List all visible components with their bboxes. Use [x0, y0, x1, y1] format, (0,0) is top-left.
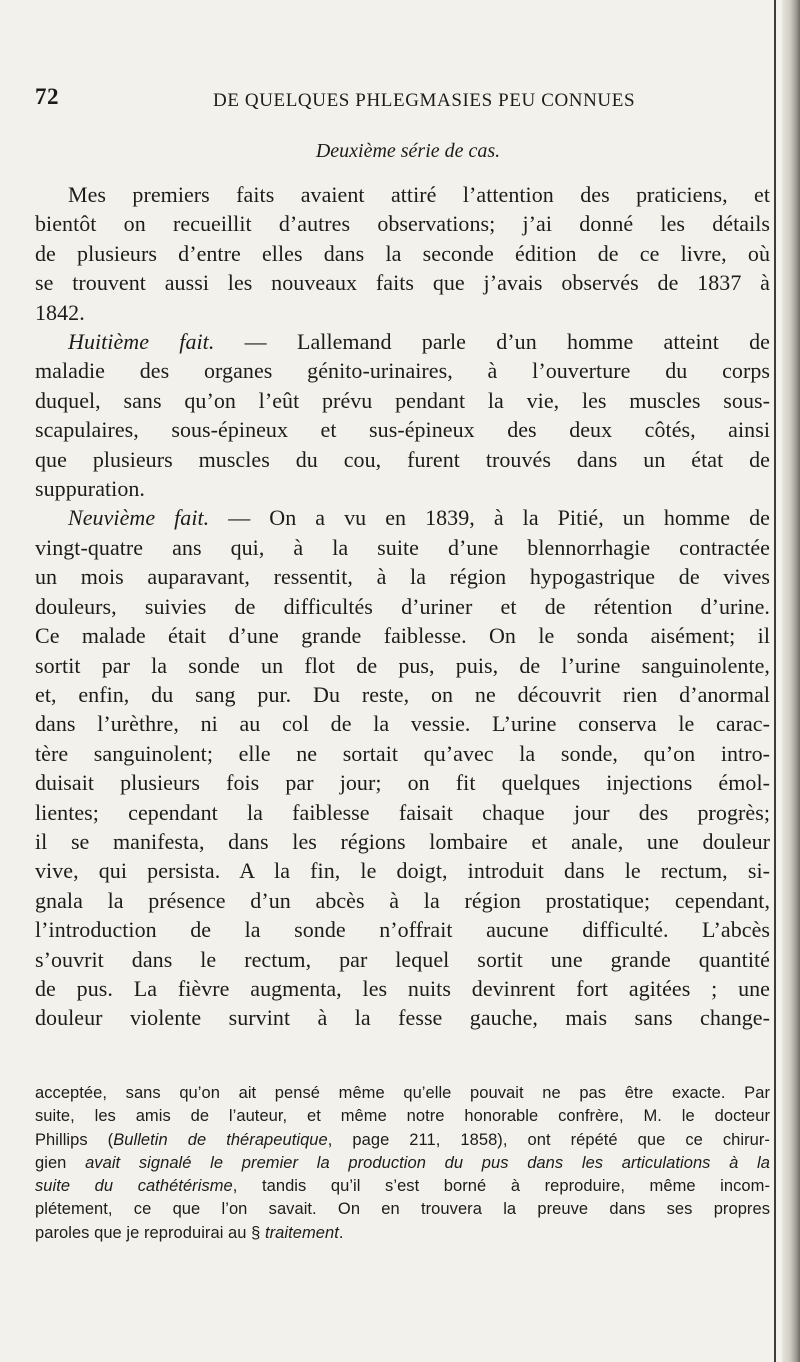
text-line: Ce malade était d’une grande faiblesse. On le sonda aisément; il	[35, 623, 770, 649]
text-line: se trouvent aussi les nouveaux faits que j’avais observés de 1837 à	[35, 270, 770, 296]
paragraph-intro	[35, 180, 770, 327]
page-number: 72	[35, 84, 59, 109]
section-title: Deuxième série de cas.	[315, 140, 501, 162]
footnote-text: plétement, ce que l’on savait. On en trouvera la preuve dans ses propres	[35, 1200, 770, 1219]
footnote-text: , page 211, 1858), ont répété que ce chirur-	[327, 1130, 770, 1149]
footnote-citation: Bulletin de thérapeutique	[113, 1130, 328, 1149]
footnote-text: Phillips (	[35, 1130, 114, 1149]
text-line: que plusieurs muscles du cou, furent trouvés dans un état de	[35, 446, 770, 472]
text-line-rest: — On a vu en 1839, à la Pitié, un homme de	[209, 505, 770, 531]
text-line: dans l’urèthre, ni au col de la vessie. L’urine conserva le carac-	[35, 711, 770, 737]
footnote	[35, 1082, 770, 1245]
paragraph-neuvieme-fait	[35, 503, 770, 1032]
text-line: douleur violente survint à la fesse gauche, mais sans change-	[35, 1005, 770, 1031]
page-spine-shadow	[782, 0, 800, 1362]
text-line: douleurs, suivies de difficultés d’uriner et de rétention d’urine.	[35, 593, 770, 619]
footnote-line	[35, 1082, 770, 1105]
text-line: duquel, sans qu’on l’eût prévu pendant la vie, les muscles sous-	[35, 387, 770, 413]
text-line: gnala la présence d’un abcès à la région prostatique; cependant,	[35, 887, 770, 913]
text-line: lientes; cependant la faiblesse faisait chaque jour des progrès;	[35, 799, 770, 825]
text-line: bientôt on recueillit d’autres observations; j’ai donné les détails	[35, 211, 770, 237]
text-line	[35, 327, 770, 356]
footnote-line	[35, 1222, 770, 1245]
footnote-line	[35, 1175, 770, 1198]
text-line: tère sanguinolent; elle ne sortait qu’avec la sonde, qu’on intro-	[35, 740, 770, 766]
footnote-text: .	[338, 1223, 344, 1242]
text-line: Mes premiers faits avaient attiré l’attention des praticiens, et	[68, 182, 770, 207]
text-line: de plusieurs d’entre elles dans la seconde édition de ce livre, où	[35, 240, 770, 266]
text-line: vive, qui persista. A la fin, le doigt, introduit dans le rectum, si-	[35, 858, 770, 884]
text-line: maladie des organes génito-urinaires, à l’ouverture du corps	[35, 358, 770, 384]
page-binding-edge	[774, 0, 776, 1362]
text-line: l’introduction de la sonde n’offrait aucune difficulté. L’abcès	[35, 917, 770, 943]
footnote-line	[35, 1152, 770, 1175]
text-line: s’ouvrit dans le rectum, par lequel sortit une grande quantité	[35, 946, 770, 972]
footnote-line	[35, 1129, 770, 1152]
footnote-emphasis: traitement	[265, 1223, 339, 1242]
footnote-text: paroles que je reproduirai au §	[35, 1223, 265, 1242]
body-text	[35, 180, 770, 1033]
footnote-text: suite, les amis de l’auteur, et même notre honorable confrère, M. le docteur	[35, 1107, 770, 1126]
text-line	[35, 503, 770, 532]
text-line-rest: — Lallemand parle d’un homme atteint de	[214, 329, 770, 355]
text-line: de pus. La fièvre augmenta, les nuits devinrent fort agitées ; une	[35, 975, 770, 1001]
footnote-line	[35, 1105, 770, 1128]
footnote-emphasis: suite du cathétérisme	[35, 1177, 233, 1196]
text-line: il se manifesta, dans les régions lombaire et anale, une douleur	[35, 828, 770, 854]
text-line: vingt-quatre ans qui, à la suite d’une blennorrhagie contractée	[35, 534, 770, 560]
footnote-text: acceptée, sans qu’on ait pensé même qu’elle pouvait ne pas être exacte. Par	[35, 1084, 770, 1102]
text-line: et, enfin, du sang pur. Du reste, on ne découvrit rien d’anormal	[35, 681, 770, 707]
footnote-line	[35, 1198, 770, 1221]
footnote-emphasis: avait signalé le premier la production du pus dans les articulations à la	[85, 1153, 770, 1172]
case-label: Huitième fait.	[68, 329, 215, 355]
text-line: duisait plusieurs fois par jour; on fit quelques injections émol-	[35, 770, 770, 796]
case-label: Neuvième fait.	[68, 505, 210, 531]
footnote-text: , tandis qu’il s’est borné à reproduire, même incom-	[232, 1177, 770, 1196]
text-line: suppuration.	[35, 476, 145, 502]
text-line: un mois auparavant, ressentit, à la région hypogastrique de vives	[35, 564, 770, 590]
text-line: scapulaires, sous-épineux et sus-épineux des deux côtés, ainsi	[35, 417, 770, 443]
text-line: 1842.	[35, 299, 85, 325]
running-head: DE QUELQUES PHLEGMASIES PEU CONNUES	[213, 90, 636, 111]
paragraph-huitieme-fait	[35, 327, 770, 503]
footnote-text: gien	[35, 1153, 86, 1172]
text-line: sortit par la sonde un flot de pus, puis, de l’urine sanguinolente,	[35, 652, 770, 678]
